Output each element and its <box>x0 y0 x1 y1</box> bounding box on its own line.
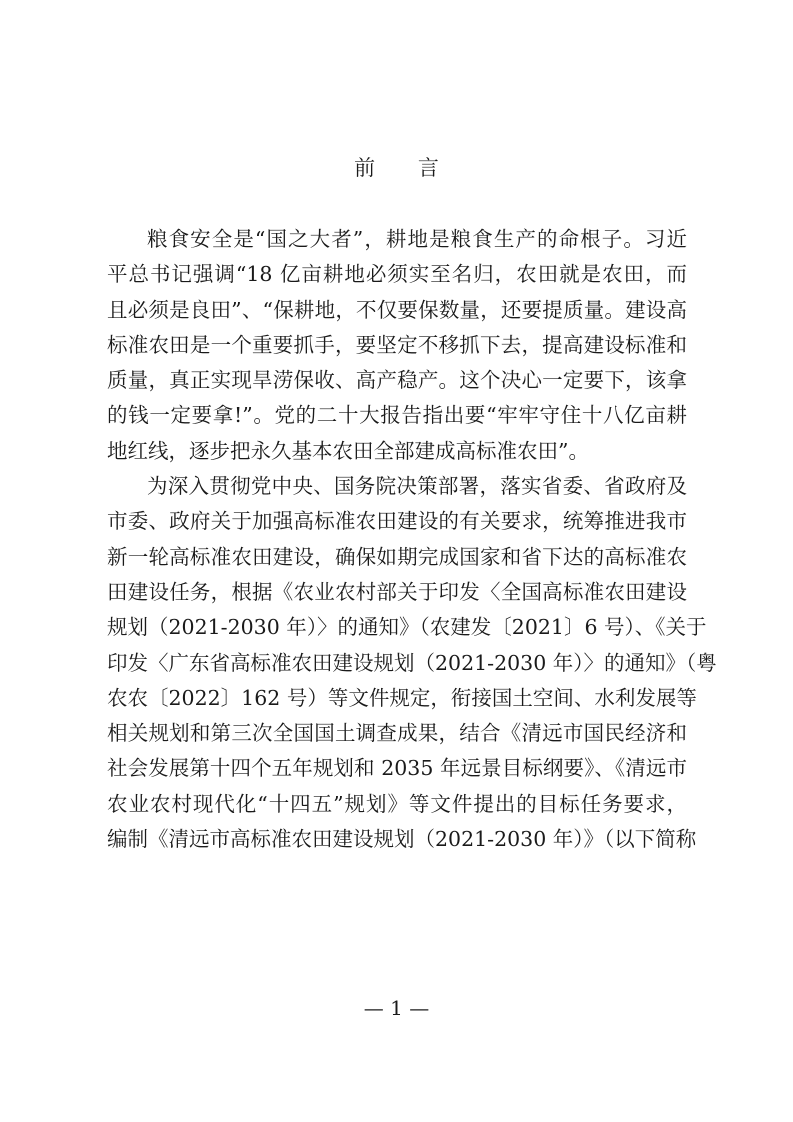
paragraph-line: 的钱一定要拿!”。党的二十大报告指出要“牢牢守住十八亿亩耕 <box>107 403 687 428</box>
paragraph-line: 为深入贯彻党中央、国务院决策部署，落实省委、省政府及 <box>147 474 687 499</box>
paragraph-line: 地红线，逐步把永久基本农田全部建成高标准农田”。 <box>107 438 589 463</box>
paragraph-line: 粮食安全是“国之大者”，耕地是粮食生产的命根子。习近 <box>147 227 687 251</box>
paragraph-line: 且必须是良田”、“保耕地，不仅要保数量，还要提质量。建设高 <box>107 297 687 322</box>
paragraph-line: 质量，真正实现旱涝保收、高产稳产。这个决心一定要下，该拿 <box>107 368 687 393</box>
paragraph-line: 规划（2021-2030 年）〉的通知》（农建发〔2021〕6 号）、《关于 <box>107 615 707 640</box>
paragraph-line: 社会发展第十四个五年规划和 2035 年远景目标纲要》、《清远市 <box>107 756 687 781</box>
paragraph-line: 标准农田是一个重要抓手，要坚定不移抓下去，提高建设标准和 <box>107 332 687 357</box>
paragraph-line: 农农〔2022〕162 号）等文件规定，衔接国土空间、水利发展等 <box>107 685 697 710</box>
paragraph-line: 市委、政府关于加强高标准农田建设的有关要求，统筹推进我市 <box>107 509 687 534</box>
paragraph-line: 新一轮高标准农田建设，确保如期完成国家和省下达的高标准农 <box>107 544 687 569</box>
document-body <box>107 222 717 857</box>
paragraph-1 <box>107 222 687 469</box>
paragraph-line: 印发〈广东省高标准农田建设规划（2021-2030 年）〉的通知》（粤 <box>107 650 717 675</box>
paragraph-2 <box>107 469 717 857</box>
paragraph-line: 相关规划和第三次全国国土调查成果，结合《清远市国民经济和 <box>107 721 687 746</box>
paragraph-line: 农业农村现代化“十四五”规划》等文件提出的目标任务要求， <box>107 791 687 816</box>
paragraph-line: 田建设任务，根据《农业农村部关于印发〈全国高标准农田建设 <box>107 579 687 604</box>
page-title: 前 言 <box>354 156 457 180</box>
page-number: — 1 — <box>363 996 430 1020</box>
paragraph-line: 平总书记强调“18 亿亩耕地必须实至名归，农田就是农田，而 <box>107 262 687 287</box>
paragraph-line: 编制《清远市高标准农田建设规划（2021-2030 年）》（以下简称 <box>107 827 697 852</box>
